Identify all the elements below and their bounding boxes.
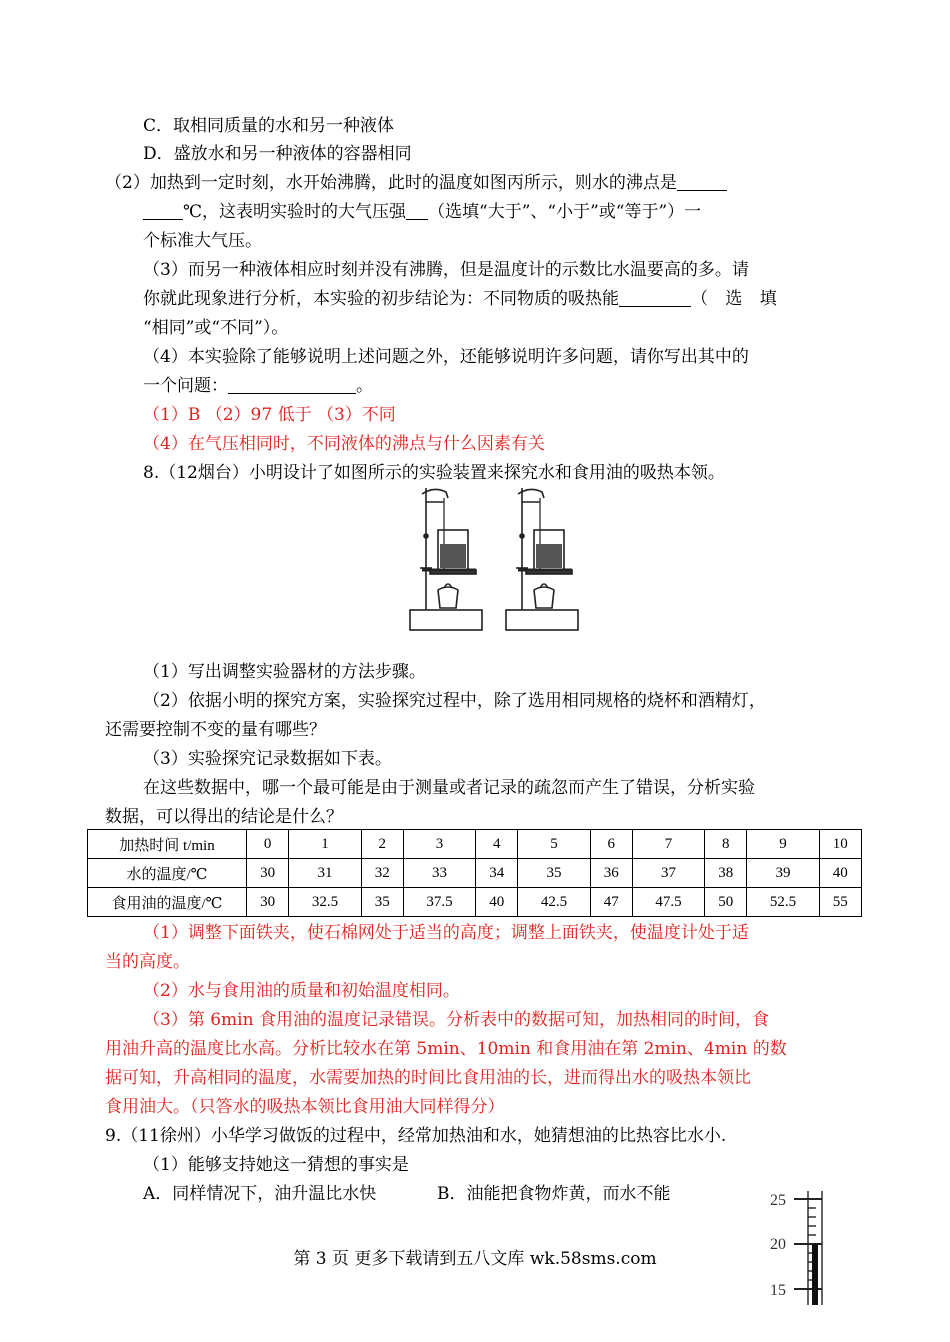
table-row-oil [88, 888, 862, 917]
data-table [87, 829, 862, 917]
table-row-label: 食用油的温度/℃ [88, 888, 247, 917]
question-4-end: 。 [356, 376, 373, 396]
table-cell: 42.5 [518, 888, 590, 917]
question-2-unit-text: ℃，这表明实验时的大气压强 [183, 202, 407, 222]
table-cell: 37 [632, 859, 704, 888]
option-d: D．盛放水和另一种液体的容器相同 [143, 144, 412, 164]
answer-8-3-line-2: 用油升高的温度比水高。分析比较水在第 5min、10min 和食用油在第 2min、4min 的数 [105, 1039, 787, 1059]
table-cell: 39 [747, 859, 819, 888]
table-cell: 55 [819, 888, 861, 917]
question-3-choice-text: （ 选 填 [691, 289, 783, 309]
answer-blank [228, 375, 356, 394]
table-cell: 47 [590, 888, 632, 917]
table-cell: 9 [747, 830, 819, 859]
table-cell: 1 [289, 830, 361, 859]
question-3-text: 你就此现象进行分析，本实验的初步结论为：不同物质的吸热能 [143, 289, 619, 309]
table-cell: 10 [819, 830, 861, 859]
table-cell: 32 [361, 859, 403, 888]
answer-8-3-line-1: （3）第 6min 食用油的温度记录错误。分析表中的数据可知，加热相同的时间，食 [143, 1010, 769, 1030]
question-8-part-3: （3）实验探究记录数据如下表。 [143, 749, 392, 769]
table-cell: 32.5 [289, 888, 361, 917]
question-9-title: 9.（11徐州）小华学习做饭的过程中，经常加热油和水，她猜想油的比热容比水小. [105, 1126, 727, 1146]
question-9-part-1: （1）能够支持她这一猜想的事实是 [143, 1155, 409, 1175]
answer-blank [619, 288, 691, 307]
table-cell: 36 [590, 859, 632, 888]
option-c: C．取相同质量的水和另一种液体 [143, 116, 395, 136]
question-9-option-a: A．同样情况下，油升温比水快 [143, 1184, 377, 1204]
table-row-water [88, 859, 862, 888]
table-cell: 2 [361, 830, 403, 859]
question-2-line-3: 个标准大气压。 [143, 231, 262, 251]
table-cell: 6 [590, 830, 632, 859]
table-cell: 50 [705, 888, 747, 917]
table-cell: 35 [361, 888, 403, 917]
table-cell: 34 [476, 859, 518, 888]
table-cell: 38 [705, 859, 747, 888]
table-cell: 33 [403, 859, 475, 888]
question-8-part-4-line-2: 数据，可以得出的结论是什么？ [105, 807, 343, 827]
table-cell: 3 [403, 830, 475, 859]
answer-line-2: （4）在气压相同时，不同液体的沸点与什么因素有关 [143, 434, 545, 454]
apparatus-left [410, 488, 482, 630]
question-4-text: 一个问题： [143, 376, 228, 396]
question-4-line-2 [143, 375, 373, 397]
experiment-apparatus-figure [404, 484, 586, 634]
question-4-line-1: （4）本实验除了能够说明上述问题之外，还能够说明许多问题，请你写出其中的 [143, 347, 749, 367]
table-cell: 8 [705, 830, 747, 859]
answer-blank [677, 172, 727, 191]
question-3-line-3: “相同”或“不同”）。 [143, 318, 289, 338]
question-3-line-1: （3）而另一种液体相应时刻并没有沸腾，但是温度计的示数比水温要高的多。请 [143, 260, 749, 280]
thermometer-tick-label: 20 [770, 1236, 786, 1253]
answer-blank [143, 201, 183, 220]
question-2-line-1 [105, 172, 727, 194]
apparatus-right [506, 488, 578, 630]
thermometer-tick-label: 15 [770, 1282, 786, 1299]
table-cell: 0 [247, 830, 289, 859]
page-footer: 第 3 页 更多下载请到五八文库 wk.58sms.com [293, 1249, 657, 1269]
answer-8-1-line-2: 当的高度。 [105, 952, 190, 972]
answer-line-1: （1）B （2）97 低于 （3）不同 [143, 405, 396, 425]
thermometer-tick-label: 25 [770, 1192, 786, 1209]
table-cell: 30 [247, 859, 289, 888]
table-cell: 37.5 [403, 888, 475, 917]
table-cell: 40 [476, 888, 518, 917]
table-row-time [88, 830, 862, 859]
answer-blank [406, 201, 428, 220]
question-9-option-b: B．油能把食物炸黄，而水不能 [437, 1184, 671, 1204]
question-2-text: （2）加热到一定时刻，水开始沸腾，此时的温度如图丙所示，则水的沸点是 [105, 173, 677, 193]
table-row-label: 水的温度/℃ [88, 859, 247, 888]
table-cell: 40 [819, 859, 861, 888]
table-cell: 52.5 [747, 888, 819, 917]
answer-8-1-line-1: （1）调整下面铁夹，使石棉网处于适当的高度；调整上面铁夹，使温度计处于适 [143, 923, 749, 943]
table-cell: 5 [518, 830, 590, 859]
table-cell: 30 [247, 888, 289, 917]
table-cell: 35 [518, 859, 590, 888]
question-2-choice-text: （选填“大于”、“小于”或“等于”）一 [428, 202, 702, 222]
question-8-part-2-line-1: （2）依据小明的探究方案，实验探究过程中，除了选用相同规格的烧杯和酒精灯， [143, 691, 766, 711]
table-cell: 47.5 [632, 888, 704, 917]
question-8-part-1: （1）写出调整实验器材的方法步骤。 [143, 662, 426, 682]
table-cell: 7 [632, 830, 704, 859]
question-8-part-4-line-1: 在这些数据中，哪一个最可能是由于测量或者记录的疏忽而产生了错误，分析实验 [143, 778, 755, 798]
answer-8-3-line-3: 据可知，升高相同的温度，水需要加热的时间比食用油的长，进而得出水的吸热本领比 [105, 1068, 751, 1088]
table-cell: 4 [476, 830, 518, 859]
question-8-title: 8.（12烟台）小明设计了如图所示的实验装置来探究水和食用油的吸热本领。 [143, 463, 725, 483]
answer-8-3-line-4: 食用油大。（只答水的吸热本领比食用油大同样得分） [105, 1097, 505, 1117]
question-2-line-2 [143, 201, 701, 223]
answer-8-2: （2）水与食用油的质量和初始温度相同。 [143, 981, 460, 1001]
table-header-label: 加热时间 t/min [88, 830, 247, 859]
question-3-line-2 [143, 288, 783, 310]
question-8-part-2-line-2: 还需要控制不变的量有哪些？ [105, 720, 326, 740]
table-cell: 31 [289, 859, 361, 888]
